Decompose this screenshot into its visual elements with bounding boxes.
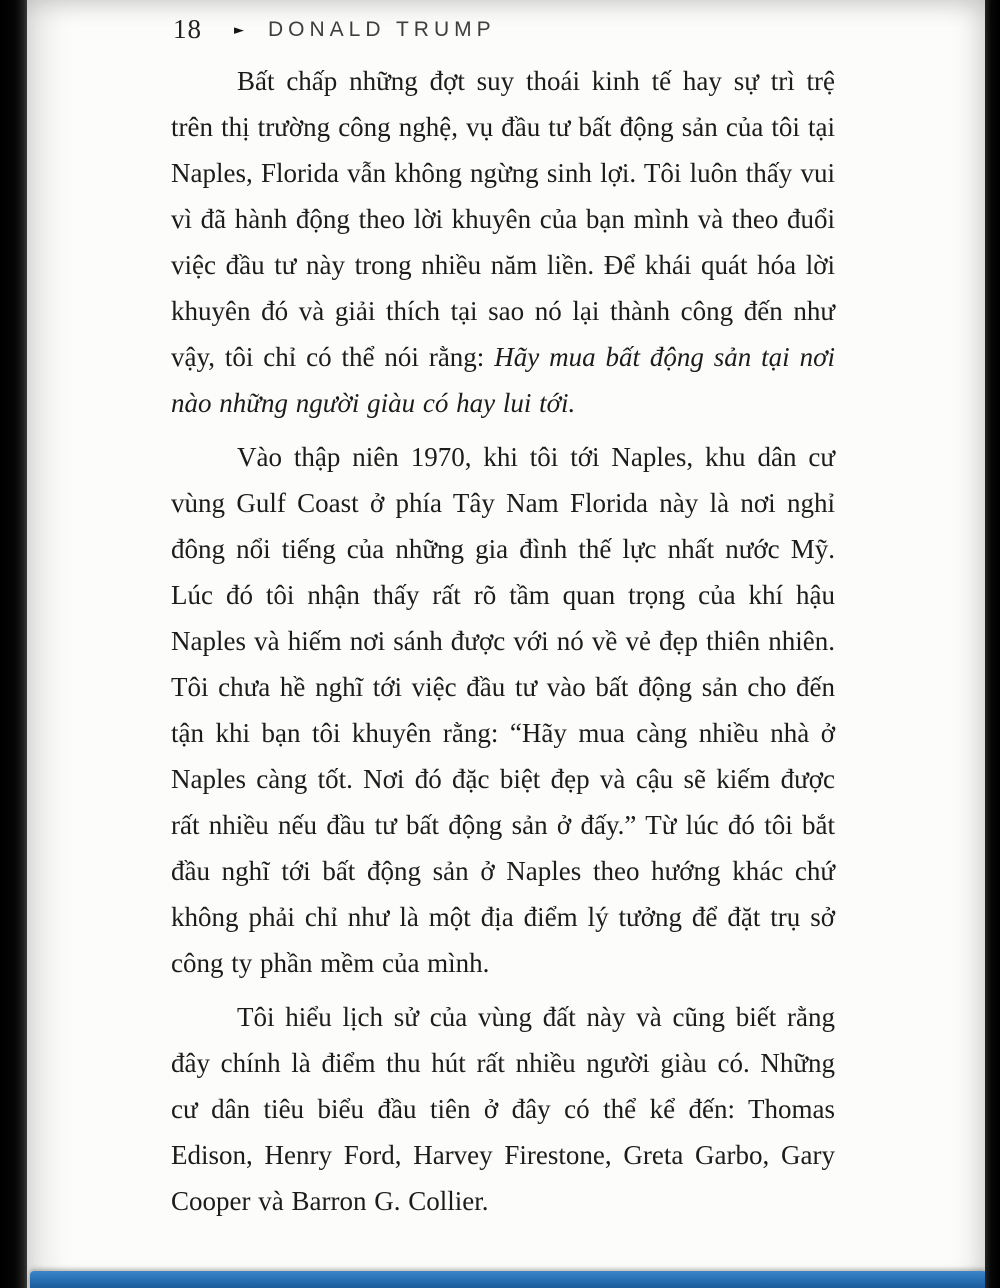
page-header (173, 14, 496, 45)
next-page-blue-edge (30, 1271, 987, 1288)
arrow-marker-icon: ► (234, 23, 244, 38)
page-number: 18 (173, 14, 202, 44)
paragraph-3: Tôi hiểu lịch sử của vùng đất này và cũng biết rằng đây chính là điểm thu hút rất nhiều người giàu có. Những cư dân tiêu biểu đầu tiên ở đây có thể kể đến: Thomas Edison, Henry Ford, Harvey Firestone, Greta Garbo, Gary Cooper và Barron G. Collier. (171, 1002, 835, 1216)
book-page (27, 0, 985, 1288)
running-title: DONALD TRUMP (268, 17, 496, 41)
scan-right-edge (985, 0, 1000, 1288)
paragraph-1 (171, 58, 835, 434)
paragraph-2: Vào thập niên 1970, khi tôi tới Naples, khu dân cư vùng Gulf Coast ở phía Tây Nam Florida này là nơi nghỉ đông nổi tiếng của những gia đình thế lực nhất nước Mỹ. Lúc đó tôi nhận thấy rất rõ tầm quan trọng của khí hậu Naples và hiếm nơi sánh được với nó về vẻ đẹp thiên nhiên. Tôi chưa hề nghĩ tới việc đầu tư vào bất động sản cho đến tận khi bạn tôi khuyên rằng: “Hãy mua càng nhiều nhà ở Naples càng tốt. Nơi đó đặc biệt đẹp và cậu sẽ kiếm được rất nhiều nếu đầu tư bất động sản ở đấy.” Từ lúc đó tôi bắt đầu nghĩ tới bất động sản ở Naples theo hướng khác chứ không phải chỉ như là một địa điểm lý tưởng để đặt trụ sở công ty phần mềm của mình. (171, 442, 835, 978)
scan-left-edge (0, 0, 27, 1288)
page-body (171, 58, 835, 1232)
paragraph-1-italic-text: Hãy mua bất động sản tại nơi nào những người giàu có hay lui tới. (171, 342, 835, 418)
paragraph-1-text: Bất chấp những đợt suy thoái kinh tế hay sự trì trệ trên thị trường công nghệ, vụ đầu tư bất động sản của tôi tại Naples, Florida vẫn không ngừng sinh lợi. Tôi luôn thấy vui vì đã hành động theo lời khuyên của bạn mình và theo đuổi việc đầu tư này trong nhiều năm liền. Để khái quát hóa lời khuyên đó và giải thích tại sao nó lại thành công đến như vậy, tôi chỉ có thể nói rằng: (171, 66, 835, 372)
